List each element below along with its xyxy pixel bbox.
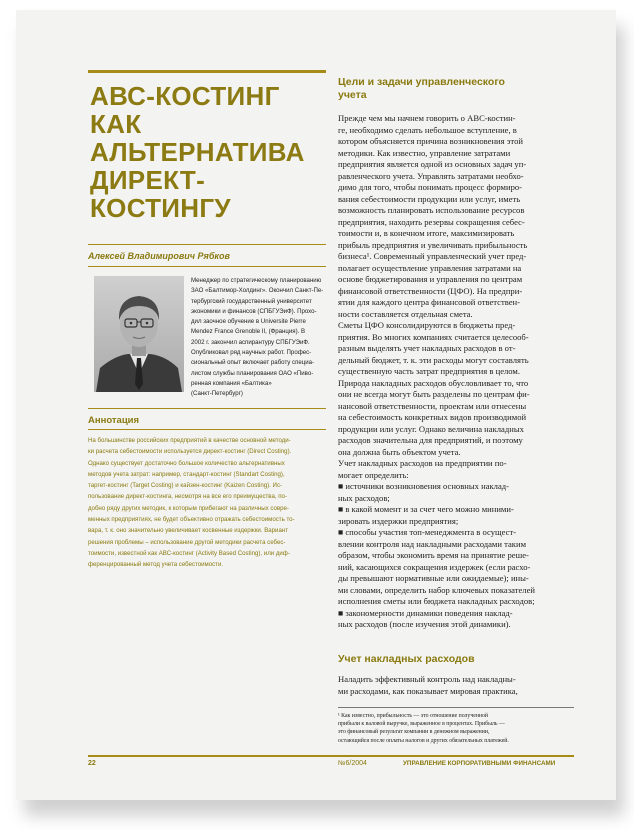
body-line: ятии для каждого центра финансовой ответствен- bbox=[338, 297, 520, 307]
journal-name: УПРАВЛЕНИЕ КОРПОРАТИВНЫМИ ФИНАНСАМИ bbox=[403, 760, 556, 767]
section-heading-overhead: Учет накладных расходов bbox=[338, 653, 475, 665]
annotation-rule-top bbox=[88, 408, 326, 409]
author-bio bbox=[191, 276, 333, 400]
author-name: Алексей Владимирович Рябков bbox=[88, 251, 230, 261]
annotation-line: пользование директ-костинга, несмотря на все его преимущества, по- bbox=[88, 493, 287, 501]
bio-line: дил заочное обучение в Universite Pierre bbox=[191, 318, 306, 326]
annotation-line: таргет-костинг (Target Costing) и кайзен-костинг (Kaizen Costing). Ис- bbox=[88, 482, 283, 490]
annotation-line: добно ряду других методик, к которым прибегают на различных совре- bbox=[88, 504, 289, 512]
annotation-line: ференцированный метод учета себестоимости. bbox=[88, 561, 224, 569]
title-line: КОСТИНГУ bbox=[90, 193, 231, 223]
title-line: ДИРЕКТ- bbox=[90, 165, 206, 195]
annotation-line: решения проблемы – использование другой методики расчета себес- bbox=[88, 538, 286, 546]
body-line: разным выделять учет накладных расходов в от- bbox=[338, 343, 516, 353]
body-line: существенную часть затрат предприятия в целом. bbox=[338, 366, 521, 376]
section-body-overhead bbox=[338, 674, 574, 697]
issue-number: №6/2004 bbox=[338, 760, 367, 767]
body-line: на себестоимость конкретных видов производимой bbox=[338, 412, 527, 422]
bio-line: тербургский государственный университет bbox=[191, 297, 312, 305]
body-line: Сметы ЦФО консолидируются в бюджеты пред- bbox=[338, 320, 516, 330]
bio-line: ренная компания «Балтика» bbox=[191, 379, 272, 387]
body-line: тоимости и, в конечном итоге, максимизировать bbox=[338, 228, 515, 238]
body-line: равленческого учета. Управлять затратами необхо- bbox=[338, 170, 524, 181]
body-line: они не всегда могут быть разделены по центрам фи- bbox=[338, 389, 530, 399]
body-line: предприятия, находить резервы сокращения себес- bbox=[338, 216, 525, 227]
body-line: ности составляется отдельная смета. bbox=[338, 308, 473, 319]
annotation-line: методов учета затрат: например, стандарт-костинг (Standart Costing), bbox=[88, 470, 285, 478]
body-line: Прежде чем мы начнем говорить о АВС-костин- bbox=[338, 113, 516, 123]
body-line: она должна быть объектом учета. bbox=[338, 446, 461, 457]
body-line: основе бюджетирования и управления по центрам bbox=[338, 274, 523, 284]
section-body-goals bbox=[338, 113, 574, 631]
body-line: влении контроля над накладными расходами таким bbox=[338, 538, 527, 549]
body-line: вания себестоимости продукции или услуг, иметь bbox=[338, 193, 521, 204]
body-line: дельный бюджет, т. к. эти расходы могут составлять bbox=[338, 354, 529, 365]
footnote-line: остающийся после оплаты налогов и других обязательных платежей. bbox=[338, 737, 509, 744]
body-line: ми расходами, как показывает мировая практика, bbox=[338, 685, 518, 696]
bio-line: ЗАО «Балтимор-Холдинг». Окончил Санкт-Пе- bbox=[191, 287, 324, 295]
body-line: возможность планировать использование ресурсов bbox=[338, 205, 525, 215]
bullet-line: ■ источники возникновения основных наклад- bbox=[338, 481, 510, 491]
body-line: Наладить эффективный контроль над накладны- bbox=[338, 674, 516, 684]
title-line: АВС-КОСТИНГ bbox=[90, 81, 280, 111]
body-line: бизнеса¹. Современный управленческий учет пред- bbox=[338, 251, 527, 261]
body-line: ных расходов; bbox=[338, 492, 390, 503]
annotation-line: тоимости, известной как АВС-костинг (Activity Based Costing), или диф- bbox=[88, 549, 290, 557]
page bbox=[16, 10, 616, 800]
bio-line: 2002 г. закончил аспирантуру СПБГУЭиФ. bbox=[191, 338, 310, 346]
annotation-line: На большинстве российских предприятий в качестве основной методи- bbox=[88, 437, 291, 444]
footnote-line: прибыли к валовой выручке, выраженное в процентах. Прибыль — bbox=[338, 721, 505, 728]
bullet-line: ■ способы участия топ-менеджмента в осущест- bbox=[338, 527, 517, 537]
title-rule-top bbox=[88, 70, 326, 73]
annotation-line: Однако существует достаточно большое количество альтернативных bbox=[88, 459, 285, 467]
author-rule-top bbox=[88, 244, 326, 245]
body-line: ды превышают нормативные или ожидаемые); ины- bbox=[338, 573, 529, 583]
body-line: полагает осуществление управления затратами на bbox=[338, 262, 522, 273]
annotation-line: ки расчета себестоимости используется директ-костинг (Direct Costing). bbox=[88, 448, 292, 456]
bio-line: листом службы планирования ОАО «Пиво- bbox=[191, 369, 314, 377]
body-line: продукции или услуг. Однако величина накладных bbox=[338, 423, 524, 434]
footnote-rule bbox=[338, 707, 574, 708]
section-heading-goals bbox=[338, 76, 505, 102]
body-line: ми словами, определить набор ключевых показателей bbox=[338, 584, 535, 595]
body-line: ных расходов (после изучения этой динамики). bbox=[338, 619, 511, 629]
bio-line: Менеджер по стратегическому планированию bbox=[191, 277, 322, 284]
body-line: образом, чтобы экономить время на принятие реше- bbox=[338, 550, 529, 560]
title-line: КАК bbox=[90, 109, 142, 139]
body-line: нансовой ответственности, проектам или отнесены bbox=[338, 400, 527, 411]
bio-line: экономики и финансов (СПБГУЭиФ). Прохо- bbox=[191, 307, 317, 315]
body-line: Учет накладных расходов на предприятии по- bbox=[338, 458, 507, 468]
heading-line: учета bbox=[338, 89, 367, 101]
body-line: предприятия является одной из основных задач уп- bbox=[338, 159, 527, 169]
footnote bbox=[338, 712, 574, 745]
body-line: зировать издержки предприятия; bbox=[338, 515, 459, 526]
annotation-rule-bottom bbox=[88, 429, 326, 430]
title-line: АЛЬТЕРНАТИВА bbox=[90, 137, 305, 167]
body-line: ний, касающихся сокращения издержек (если расхо- bbox=[338, 561, 531, 572]
bio-line: Опубликовал ряд научных работ. Профес- bbox=[191, 349, 312, 357]
body-line: исполнения сметы или бюджета накладных расходов; bbox=[338, 596, 535, 606]
body-line: ге, необходимо сделать небольшое вступление, в bbox=[338, 124, 517, 135]
bio-line: Mendez France Grenoble II, (Франция). В bbox=[191, 328, 306, 336]
heading-line: Цели и задачи управленческого bbox=[338, 76, 505, 88]
annotation-heading: Аннотация bbox=[88, 415, 140, 426]
footnote-line: ¹ Как известно, прибыльность — это отношение полученной bbox=[338, 713, 489, 719]
bullet-line: ■ в какой момент и за счет чего можно миними- bbox=[338, 504, 514, 514]
annotation-text bbox=[88, 435, 328, 571]
body-line: Природа накладных расходов обусловливает то, что bbox=[338, 377, 529, 388]
annotation-line: менных предприятиях, не будет объективно отражать себестоимость то- bbox=[88, 516, 295, 524]
body-line: методики. Как известно, управление затратами bbox=[338, 147, 511, 158]
footer-rule bbox=[88, 755, 574, 757]
author-rule-bottom bbox=[88, 266, 326, 267]
body-line: прибыль предприятия и увеличивать прибыльность bbox=[338, 239, 528, 250]
article-title bbox=[90, 82, 326, 222]
body-line: приятия. Во многих компаниях считается целесооб- bbox=[338, 331, 529, 342]
bullet-line: ■ закономерности динамики поведения наклад- bbox=[338, 607, 513, 618]
body-line: могает определить: bbox=[338, 469, 409, 480]
body-line: котором объясняется причина возникновения этой bbox=[338, 136, 523, 146]
footnote-line: это финансовый результат компании в денежном выражении, bbox=[338, 729, 490, 736]
page-number: 22 bbox=[88, 760, 96, 767]
body-line: финансовой ответственности (ЦФО). На предпри- bbox=[338, 285, 523, 296]
bio-line: сиональный опыт включает работу специа- bbox=[191, 359, 315, 367]
body-line: димо для того, чтобы понимать процесс формиро- bbox=[338, 182, 523, 192]
annotation-line: вара, т. к. оно значительно увеличивает косвенные издержки. Вариант bbox=[88, 527, 289, 535]
bio-line: (Санкт-Петербург) bbox=[191, 390, 243, 398]
body-line: расходов значительна для предприятий, и поэтому bbox=[338, 435, 523, 445]
author-photo bbox=[94, 276, 184, 392]
